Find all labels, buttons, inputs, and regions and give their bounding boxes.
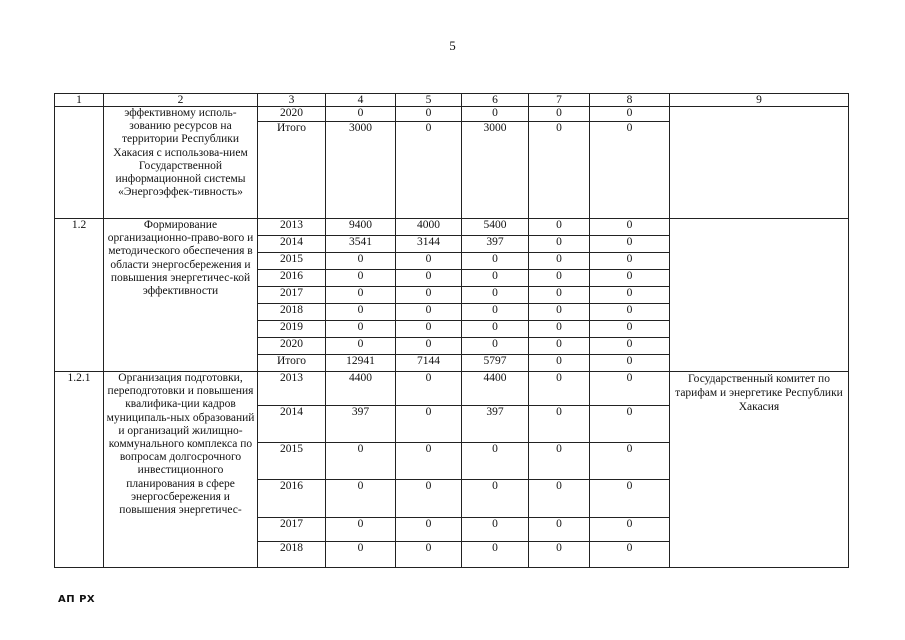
value-cell: 0 (462, 518, 529, 542)
value-cell: 0 (590, 321, 670, 338)
value-cell: 0 (396, 338, 462, 355)
value-cell: 0 (529, 253, 590, 270)
value-cell: 0 (326, 304, 396, 321)
value-cell: 0 (396, 321, 462, 338)
value-cell: 0 (326, 480, 396, 518)
value-cell: 0 (396, 122, 462, 219)
year-cell: 2019 (258, 321, 326, 338)
value-cell: 397 (462, 406, 529, 443)
value-cell: 0 (462, 338, 529, 355)
value-cell: 0 (529, 372, 590, 406)
value-cell: 7144 (396, 355, 462, 372)
col-header: 7 (529, 94, 590, 107)
value-cell: 0 (326, 107, 396, 122)
value-cell: 0 (590, 542, 670, 568)
value-cell: 0 (529, 518, 590, 542)
year-cell: Итого (258, 355, 326, 372)
value-cell: 0 (462, 253, 529, 270)
value-cell: 0 (590, 253, 670, 270)
value-cell: 5797 (462, 355, 529, 372)
value-cell: 0 (396, 480, 462, 518)
item-name: эффективному исполь-зованию ресурсов на территории Республики Хакасия с использова-нием Государственной информационной системы «Энергоэффек-тивность» (104, 107, 258, 219)
value-cell: 0 (462, 270, 529, 287)
value-cell: 0 (462, 542, 529, 568)
col-header: 9 (670, 94, 849, 107)
value-cell: 0 (396, 443, 462, 480)
value-cell: 9400 (326, 219, 396, 236)
year-cell: 2015 (258, 443, 326, 480)
item-number: 1.2.1 (55, 372, 104, 568)
col-header: 6 (462, 94, 529, 107)
value-cell: 3000 (462, 122, 529, 219)
year-cell: Итого (258, 122, 326, 219)
value-cell: 0 (529, 304, 590, 321)
responsible-cell: Государственный комитет по тарифам и энергетике Республики Хакасия (670, 372, 849, 568)
value-cell: 0 (462, 443, 529, 480)
value-cell: 0 (462, 107, 529, 122)
value-cell: 3000 (326, 122, 396, 219)
value-cell: 0 (326, 321, 396, 338)
page-number: 5 (449, 38, 456, 53)
year-cell: 2017 (258, 287, 326, 304)
value-cell: 0 (326, 338, 396, 355)
year-cell: 2020 (258, 338, 326, 355)
value-cell: 3541 (326, 236, 396, 253)
value-cell: 0 (462, 304, 529, 321)
value-cell: 0 (529, 443, 590, 480)
item-number: 1.2 (55, 219, 104, 372)
value-cell: 5400 (462, 219, 529, 236)
col-header: 4 (326, 94, 396, 107)
year-cell: 2018 (258, 542, 326, 568)
value-cell: 0 (396, 542, 462, 568)
year-cell: 2020 (258, 107, 326, 122)
value-cell: 0 (529, 355, 590, 372)
value-cell: 0 (529, 107, 590, 122)
value-cell: 0 (462, 480, 529, 518)
col-header: 3 (258, 94, 326, 107)
value-cell: 0 (529, 122, 590, 219)
value-cell: 0 (590, 304, 670, 321)
value-cell: 0 (590, 355, 670, 372)
responsible-cell (670, 107, 849, 219)
value-cell: 0 (590, 372, 670, 406)
item-name: Организация подготовки, переподготовки и повышения квалифика-ции кадров муниципаль-ных образований и организаций жилищно-коммунального комплекса по вопросам долгосрочного инвестиционного планирования в сфере энергосбережения и повышения энергетичес- (104, 372, 258, 568)
value-cell: 0 (529, 236, 590, 253)
header-row (55, 94, 849, 107)
col-header: 8 (590, 94, 670, 107)
value-cell: 0 (396, 304, 462, 321)
year-cell: 2016 (258, 480, 326, 518)
value-cell: 0 (590, 338, 670, 355)
year-cell: 2015 (258, 253, 326, 270)
year-cell: 2014 (258, 236, 326, 253)
value-cell: 4400 (326, 372, 396, 406)
value-cell: 0 (590, 287, 670, 304)
value-cell: 0 (396, 270, 462, 287)
value-cell: 0 (396, 518, 462, 542)
value-cell: 0 (326, 287, 396, 304)
value-cell: 0 (326, 443, 396, 480)
year-cell: 2016 (258, 270, 326, 287)
value-cell: 0 (590, 480, 670, 518)
col-header: 5 (396, 94, 462, 107)
year-cell: 2018 (258, 304, 326, 321)
value-cell: 0 (326, 253, 396, 270)
value-cell: 0 (396, 372, 462, 406)
value-cell: 4400 (462, 372, 529, 406)
year-cell: 2013 (258, 219, 326, 236)
item-name: Формирование организационно-право-вого и методического обеспечения в области энергосбережения и повышения энергетичес-кой эффективности (104, 219, 258, 372)
value-cell: 0 (462, 287, 529, 304)
value-cell: 0 (462, 321, 529, 338)
value-cell: 0 (396, 406, 462, 443)
value-cell: 0 (529, 321, 590, 338)
table-row (55, 372, 849, 406)
value-cell: 0 (396, 287, 462, 304)
value-cell: 0 (396, 253, 462, 270)
year-cell: 2014 (258, 406, 326, 443)
responsible-cell (670, 219, 849, 372)
value-cell: 0 (529, 542, 590, 568)
value-cell: 12941 (326, 355, 396, 372)
program-table (54, 93, 849, 568)
value-cell: 0 (326, 518, 396, 542)
value-cell: 0 (396, 107, 462, 122)
value-cell: 397 (326, 406, 396, 443)
value-cell: 397 (462, 236, 529, 253)
value-cell: 4000 (396, 219, 462, 236)
value-cell: 0 (590, 219, 670, 236)
value-cell: 3144 (396, 236, 462, 253)
year-cell: 2017 (258, 518, 326, 542)
item-number-cell (55, 107, 104, 219)
value-cell: 0 (529, 480, 590, 518)
value-cell: 0 (326, 542, 396, 568)
col-header: 1 (55, 94, 104, 107)
footer-stamp: АП РХ (58, 594, 96, 605)
value-cell: 0 (590, 122, 670, 219)
value-cell: 0 (529, 270, 590, 287)
value-cell: 0 (590, 406, 670, 443)
value-cell: 0 (590, 443, 670, 480)
value-cell: 0 (529, 406, 590, 443)
year-cell: 2013 (258, 372, 326, 406)
value-cell: 0 (326, 270, 396, 287)
value-cell: 0 (590, 236, 670, 253)
value-cell: 0 (590, 518, 670, 542)
value-cell: 0 (529, 287, 590, 304)
col-header: 2 (104, 94, 258, 107)
value-cell: 0 (590, 270, 670, 287)
value-cell: 0 (529, 219, 590, 236)
table-row (55, 219, 849, 236)
value-cell: 0 (590, 107, 670, 122)
value-cell: 0 (529, 338, 590, 355)
table-row (55, 107, 849, 122)
